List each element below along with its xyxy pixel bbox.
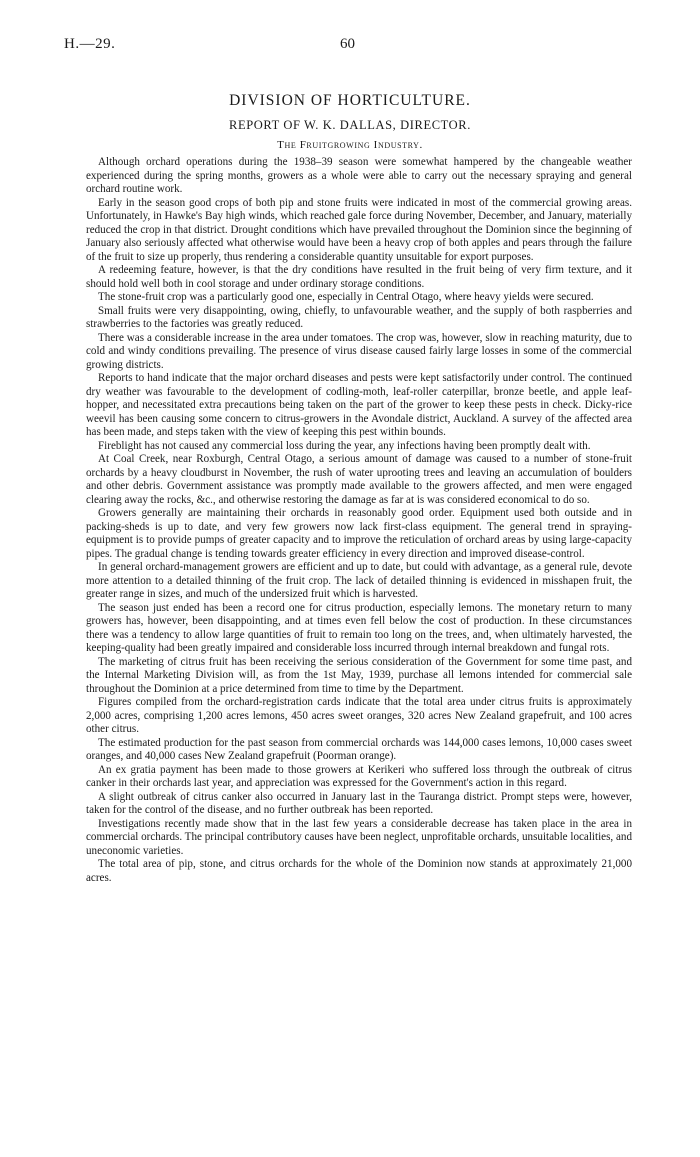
paragraph: The marketing of citrus fruit has been receiving the serious consideration of the Government for some time past, and the Internal Marketing Division will, as from the 1st May, 1939, purchase all lemons intended for commercial sale throughout the Dominion at a price determined from time to time by the Department. — [86, 655, 632, 695]
report-body — [86, 156, 632, 885]
paragraph: A slight outbreak of citrus canker also occurred in January last in the Tauranga district. Prompt steps were, however, taken for the control of the disease, and no further outbreak has been reported. — [86, 790, 632, 816]
paragraph: An ex gratia payment has been made to those growers at Kerikeri who suffered loss through the outbreak of citrus canker in their orchards last year, and appreciation was expressed for the Government's action in this regard. — [86, 763, 632, 789]
paragraph: Although orchard operations during the 1938–39 season were somewhat hampered by the changeable weather experienced during the spring months, growers as a whole were able to carry out the necessary spraying and general orchard routine work. — [86, 156, 632, 195]
paragraph: The estimated production for the past season from commercial orchards was 144,000 cases lemons, 10,000 cases sweet oranges, and 40,000 cases New Zealand grapefruit (Poorman orange). — [86, 736, 632, 762]
paragraph: There was a considerable increase in the area under tomatoes. The crop was, however, slow in reaching maturity, due to cold and windy conditions prevailing. The presence of virus disease caused fairly large losses in some of the commercial growing districts. — [86, 331, 632, 371]
paragraph: Early in the season good crops of both pip and stone fruits were indicated in most of the commercial growing areas. Unfortunately, in Hawke's Bay high winds, which reached gale force during November, December, and January, materially reduced the crop in that district. Drought conditions which have prevailed throughout the Dominion since the beginning of January also seriously affected what otherwise would have been a heavy crop of both apples and pears through the failure of the fruit to size up properly, thus rendering a considerable quantity unsuitable for export purposes. — [86, 196, 632, 263]
report-subtitle: REPORT OF W. K. DALLAS, DIRECTOR. — [229, 118, 471, 132]
paragraph: A redeeming feature, however, is that the dry conditions have resulted in the fruit being of very firm texture, and it should hold well both in cool storage and under ordinary storage conditions. — [86, 264, 632, 290]
paragraph: In general orchard-management growers are efficient and up to date, but could with advantage, as a general rule, devote more attention to a detailed thinning of the fruit crop. The lack of detailed thinning is evidenced in misshapen fruit, the greater range in sizes, and much of the undersized fruit which is harvested. — [86, 561, 632, 600]
paragraph: At Coal Creek, near Roxburgh, Central Otago, a serious amount of damage was caused to a number of stone-fruit orchards by a heavy cloudburst in November, the rush of water uprooting trees and leaving an accumulation of boulders and other debris. Government assistance was promptly made available to the growers affected, and men were engaged clearing away the rocks, &c., and otherwise restoring the damage as far at is was considered economical to do so. — [86, 453, 632, 506]
paragraph: Investigations recently made show that in the last few years a considerable decrease has taken place in the area in commercial orchards. The principal contributory causes have been neglect, unprofitable orchards, unsuitable localities, and uneconomic varieties. — [86, 817, 632, 857]
paragraph: Reports to hand indicate that the major orchard diseases and pests were kept satisfactorily under control. The continued dry weather was favourable to the development of codling-moth, leaf-roller caterpillar, bronze beetle, and apple leaf-hopper, and necessitated extra precautions being taken on the part of the grower to keep these pests in check. Dicky-rice weevil has been causing some concern to citrus-growers in the Avondale district, Auckland. A survey of the affected area has been made, and steps taken with the view of keeping this pest within bounds. — [86, 372, 632, 438]
document-code: H.—29. — [64, 36, 116, 52]
paragraph: Growers generally are maintaining their orchards in reasonably good order. Equipment used both outside and in packing-sheds is up to date, and very few growers now lack first-class equipment. The general trend in spraying-equipment is to provide pumps of greater capacity and to improve the reticulation of orchard areas by using large-capacity pipes. The gradual change is tending towards greater efficiency in every direction and improved disease-control. — [86, 507, 632, 560]
paragraph: The total area of pip, stone, and citrus orchards for the whole of the Dominion now stands at approximately 21,000 acres. — [86, 858, 632, 884]
page-number: 60 — [340, 36, 355, 52]
paragraph: Small fruits were very disappointing, owing, chiefly, to unfavourable weather, and the supply of both raspberries and strawberries to the factories was greatly reduced. — [86, 304, 632, 330]
paragraph: The stone-fruit crop was a particularly good one, especially in Central Otago, where heavy yields were secured. — [98, 291, 594, 303]
section-heading: The Fruitgrowing Industry. — [277, 139, 423, 151]
page-title: DIVISION OF HORTICULTURE. — [229, 92, 471, 109]
paragraph: Figures compiled from the orchard-registration cards indicate that the total area under citrus fruits is approximately 2,000 acres, comprising 1,200 acres lemons, 450 acres sweet oranges, 320 acres New Zealand grapefruit, and 100 acres other citrus. — [86, 696, 632, 735]
paragraph: Fireblight has not caused any commercial loss during the year, any infections having been promptly dealt with. — [98, 439, 591, 452]
paragraph: The season just ended has been a record one for citrus production, especially lemons. The monetary return to many growers has, however, been disappointing, and at times even fell below the cost of production. In these circumstances there was a tendency to allow large quantities of fruit to remain too long on the trees, and, when ultimately harvested, the keeping-quality had been greatly impaired and considerable loss incurred through internal breakdown and fungal rots. — [86, 601, 632, 654]
